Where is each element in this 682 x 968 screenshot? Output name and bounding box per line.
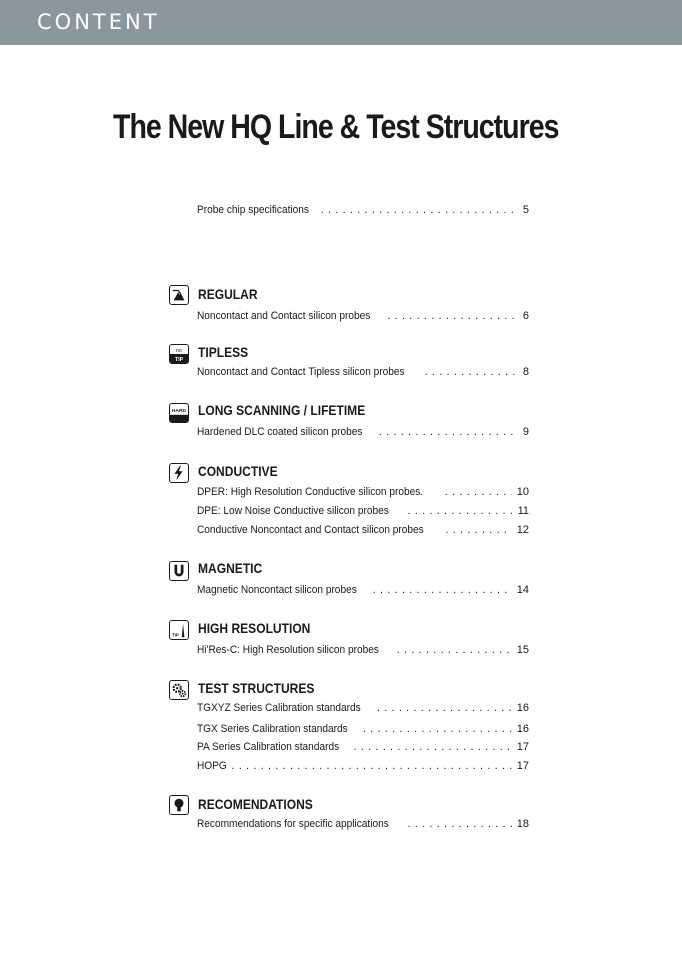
toc-entry-label: Noncontact and Contact silicon probes bbox=[197, 310, 371, 322]
toc-entry-label: Magnetic Noncontact silicon probes bbox=[197, 584, 357, 596]
dot-leader bbox=[379, 426, 518, 438]
header-bar bbox=[0, 0, 682, 45]
toc-entry-label: HOPG bbox=[197, 760, 227, 772]
toc-entry-tgx[interactable] bbox=[197, 723, 529, 739]
dot-leader bbox=[397, 644, 512, 656]
dot-leader bbox=[387, 310, 518, 322]
hard-icon-text: HARD bbox=[171, 409, 187, 415]
toc-entry-label: Recommendations for specific applications bbox=[197, 818, 389, 830]
dot-leader bbox=[231, 760, 511, 772]
section-heading-high-resolution: HIGH RESOLUTION bbox=[198, 620, 311, 636]
magnet-icon bbox=[169, 561, 189, 581]
dot-leader bbox=[445, 524, 511, 536]
toc-entry-page: 8 bbox=[522, 366, 529, 378]
dot-leader bbox=[408, 818, 512, 830]
toc-entry-hopg[interactable] bbox=[197, 760, 529, 776]
toc-entry-page: 10 bbox=[516, 486, 529, 498]
dot-leader bbox=[445, 486, 512, 498]
toc-entry-page: 14 bbox=[516, 584, 529, 596]
section-heading-magnetic: MAGNETIC bbox=[198, 560, 263, 576]
dot-leader bbox=[354, 741, 512, 753]
toc-entry-label: Noncontact and Contact Tipless silicon probes bbox=[197, 366, 405, 378]
lightbulb-icon bbox=[169, 795, 189, 815]
toc-entry-label: TGXYZ Series Calibration standards bbox=[197, 702, 361, 714]
no-tip-icon bbox=[169, 344, 189, 364]
toc-entry-regular-probes[interactable] bbox=[197, 310, 529, 326]
hard-icon bbox=[169, 403, 189, 423]
toc-entry-pa[interactable] bbox=[197, 741, 529, 757]
toc-entry-conductive-probes[interactable] bbox=[197, 524, 529, 540]
section-heading-test-structures: TEST STRUCTURES bbox=[198, 680, 315, 696]
dot-leader bbox=[373, 584, 512, 596]
toc-entry-page: 5 bbox=[522, 204, 529, 216]
toc-entry-label: Hi'Res-C: High Resolution silicon probes bbox=[197, 644, 379, 656]
dot-leader bbox=[377, 702, 512, 714]
toc-entry-page: 17 bbox=[516, 760, 529, 772]
section-heading-recomendations: RECOMENDATIONS bbox=[198, 796, 313, 812]
gears-icon bbox=[169, 680, 189, 700]
no-tip-icon-bottom-text: TIP bbox=[174, 356, 184, 363]
sharp-tip-icon bbox=[169, 620, 189, 640]
header-title: CONTENT bbox=[37, 10, 160, 34]
toc-entry-page: 6 bbox=[522, 310, 529, 322]
toc-entry-hardened-probes[interactable] bbox=[197, 426, 529, 442]
section-heading-tipless: TIPLESS bbox=[198, 344, 249, 360]
dot-leader bbox=[363, 723, 512, 735]
toc-entry-page: 11 bbox=[517, 505, 529, 517]
regular-probe-icon bbox=[169, 285, 189, 305]
toc-entry-label: Hardened DLC coated silicon probes bbox=[197, 426, 363, 438]
toc-entry-recommendations[interactable] bbox=[197, 818, 529, 834]
toc-entry-page: 16 bbox=[516, 723, 529, 735]
section-heading-long-scanning: LONG SCANNING / LIFETIME bbox=[198, 402, 366, 418]
toc-entry-dper[interactable] bbox=[197, 486, 529, 502]
dot-leader bbox=[321, 204, 518, 216]
section-heading-conductive: CONDUCTIVE bbox=[198, 463, 278, 479]
toc-entry-page: 12 bbox=[516, 524, 529, 536]
toc-entry-label: Probe chip specifications bbox=[197, 204, 309, 216]
toc-entry-dpe[interactable] bbox=[197, 505, 529, 521]
sharp-tip-icon-text: TIP bbox=[171, 632, 179, 638]
toc-entry-probe-chip-specifications[interactable] bbox=[197, 204, 529, 220]
toc-entry-page: 9 bbox=[522, 426, 529, 438]
toc-entry-tipless-probes[interactable] bbox=[197, 366, 529, 382]
toc-entry-label: DPE: Low Noise Conductive silicon probes bbox=[197, 505, 389, 517]
dot-leader bbox=[425, 366, 518, 378]
toc-entry-label: Conductive Noncontact and Contact silicon probes bbox=[197, 524, 424, 536]
toc-entry-page: 17 bbox=[516, 741, 529, 753]
toc-entry-magnetic-probes[interactable] bbox=[197, 584, 529, 600]
section-heading-regular: REGULAR bbox=[198, 286, 258, 302]
lightning-icon bbox=[169, 463, 189, 483]
toc-entry-label: TGX Series Calibration standards bbox=[197, 723, 348, 735]
toc-entry-label: DPER: High Resolution Conductive silicon probes. bbox=[197, 486, 424, 498]
page-title: The New HQ Line & Test Structures bbox=[113, 108, 559, 146]
toc-entry-hires-probes[interactable] bbox=[197, 644, 529, 660]
toc-entry-page: 16 bbox=[516, 702, 529, 714]
toc-entry-label: PA Series Calibration standards bbox=[197, 741, 340, 753]
toc-entry-page: 18 bbox=[516, 818, 529, 830]
no-tip-icon-top-text: no bbox=[176, 348, 182, 355]
toc-entry-tgxyz[interactable] bbox=[197, 702, 529, 718]
dot-leader bbox=[408, 505, 513, 517]
toc-entry-page: 15 bbox=[516, 644, 529, 656]
